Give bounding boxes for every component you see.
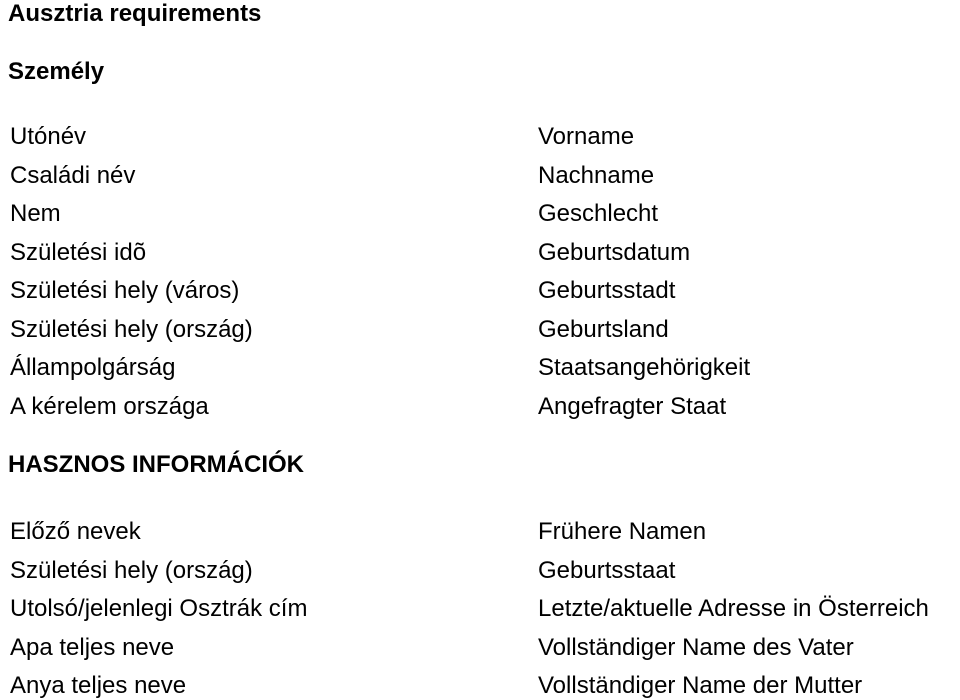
field-row-father-name bbox=[10, 629, 960, 668]
field-row-birth-state bbox=[10, 552, 960, 591]
field-label-de: Geburtsstaat bbox=[538, 556, 676, 584]
field-label-de: Letzte/aktuelle Adresse in Österreich bbox=[538, 595, 929, 622]
field-label-de: Angefragter Staat bbox=[538, 392, 727, 420]
field-label-hu: Anya teljes neve bbox=[10, 672, 187, 699]
field-label-hu: Nem bbox=[10, 200, 61, 227]
field-row-birth-date bbox=[10, 234, 960, 273]
field-label-hu: Előző nevek bbox=[10, 518, 141, 545]
field-label-de: Frühere Namen bbox=[538, 518, 707, 545]
field-label-de: Vollständiger Name des Vater bbox=[538, 633, 854, 661]
field-row-citizenship bbox=[10, 349, 960, 388]
field-label-hu: Állampolgárság bbox=[10, 354, 176, 381]
field-label-hu: Születési hely (ország) bbox=[10, 556, 253, 584]
section-heading-person: Személy bbox=[8, 58, 105, 85]
field-row-last-name bbox=[10, 157, 960, 196]
field-label-hu: Születési hely (ország) bbox=[10, 315, 253, 343]
field-row-birth-city bbox=[10, 272, 960, 311]
field-label-de: Geburtsland bbox=[538, 315, 669, 343]
field-label-hu: Születési hely (város) bbox=[10, 277, 240, 304]
field-label-hu: Utónév bbox=[10, 123, 87, 150]
field-label-hu: A kérelem országa bbox=[10, 392, 209, 420]
field-row-first-name bbox=[10, 118, 960, 157]
field-row-mother-name bbox=[10, 667, 960, 700]
field-row-austrian-address bbox=[10, 590, 960, 629]
person-field-list bbox=[10, 118, 960, 426]
field-row-gender bbox=[10, 195, 960, 234]
field-row-previous-names bbox=[10, 513, 960, 552]
page-title: Ausztria requirements bbox=[8, 0, 262, 27]
useful-info-field-list bbox=[10, 513, 960, 700]
field-label-hu: Születési idõ bbox=[10, 238, 147, 266]
field-row-requesting-country bbox=[10, 388, 960, 427]
field-label-de: Vorname bbox=[538, 123, 635, 150]
field-label-de: Staatsangehörigkeit bbox=[538, 354, 751, 381]
field-label-hu: Apa teljes neve bbox=[10, 633, 175, 661]
field-label-de: Geschlecht bbox=[538, 200, 659, 227]
field-label-de: Geburtsstadt bbox=[538, 277, 676, 304]
section-heading-useful-info: HASZNOS INFORMÁCIÓK bbox=[8, 451, 304, 478]
field-row-birth-country bbox=[10, 311, 960, 350]
field-label-hu: Családi név bbox=[10, 161, 136, 189]
field-label-hu: Utolsó/jelenlegi Osztrák cím bbox=[10, 595, 308, 622]
field-label-de: Vollständiger Name der Mutter bbox=[538, 672, 863, 699]
field-label-de: Geburtsdatum bbox=[538, 238, 691, 266]
field-label-de: Nachname bbox=[538, 161, 655, 189]
